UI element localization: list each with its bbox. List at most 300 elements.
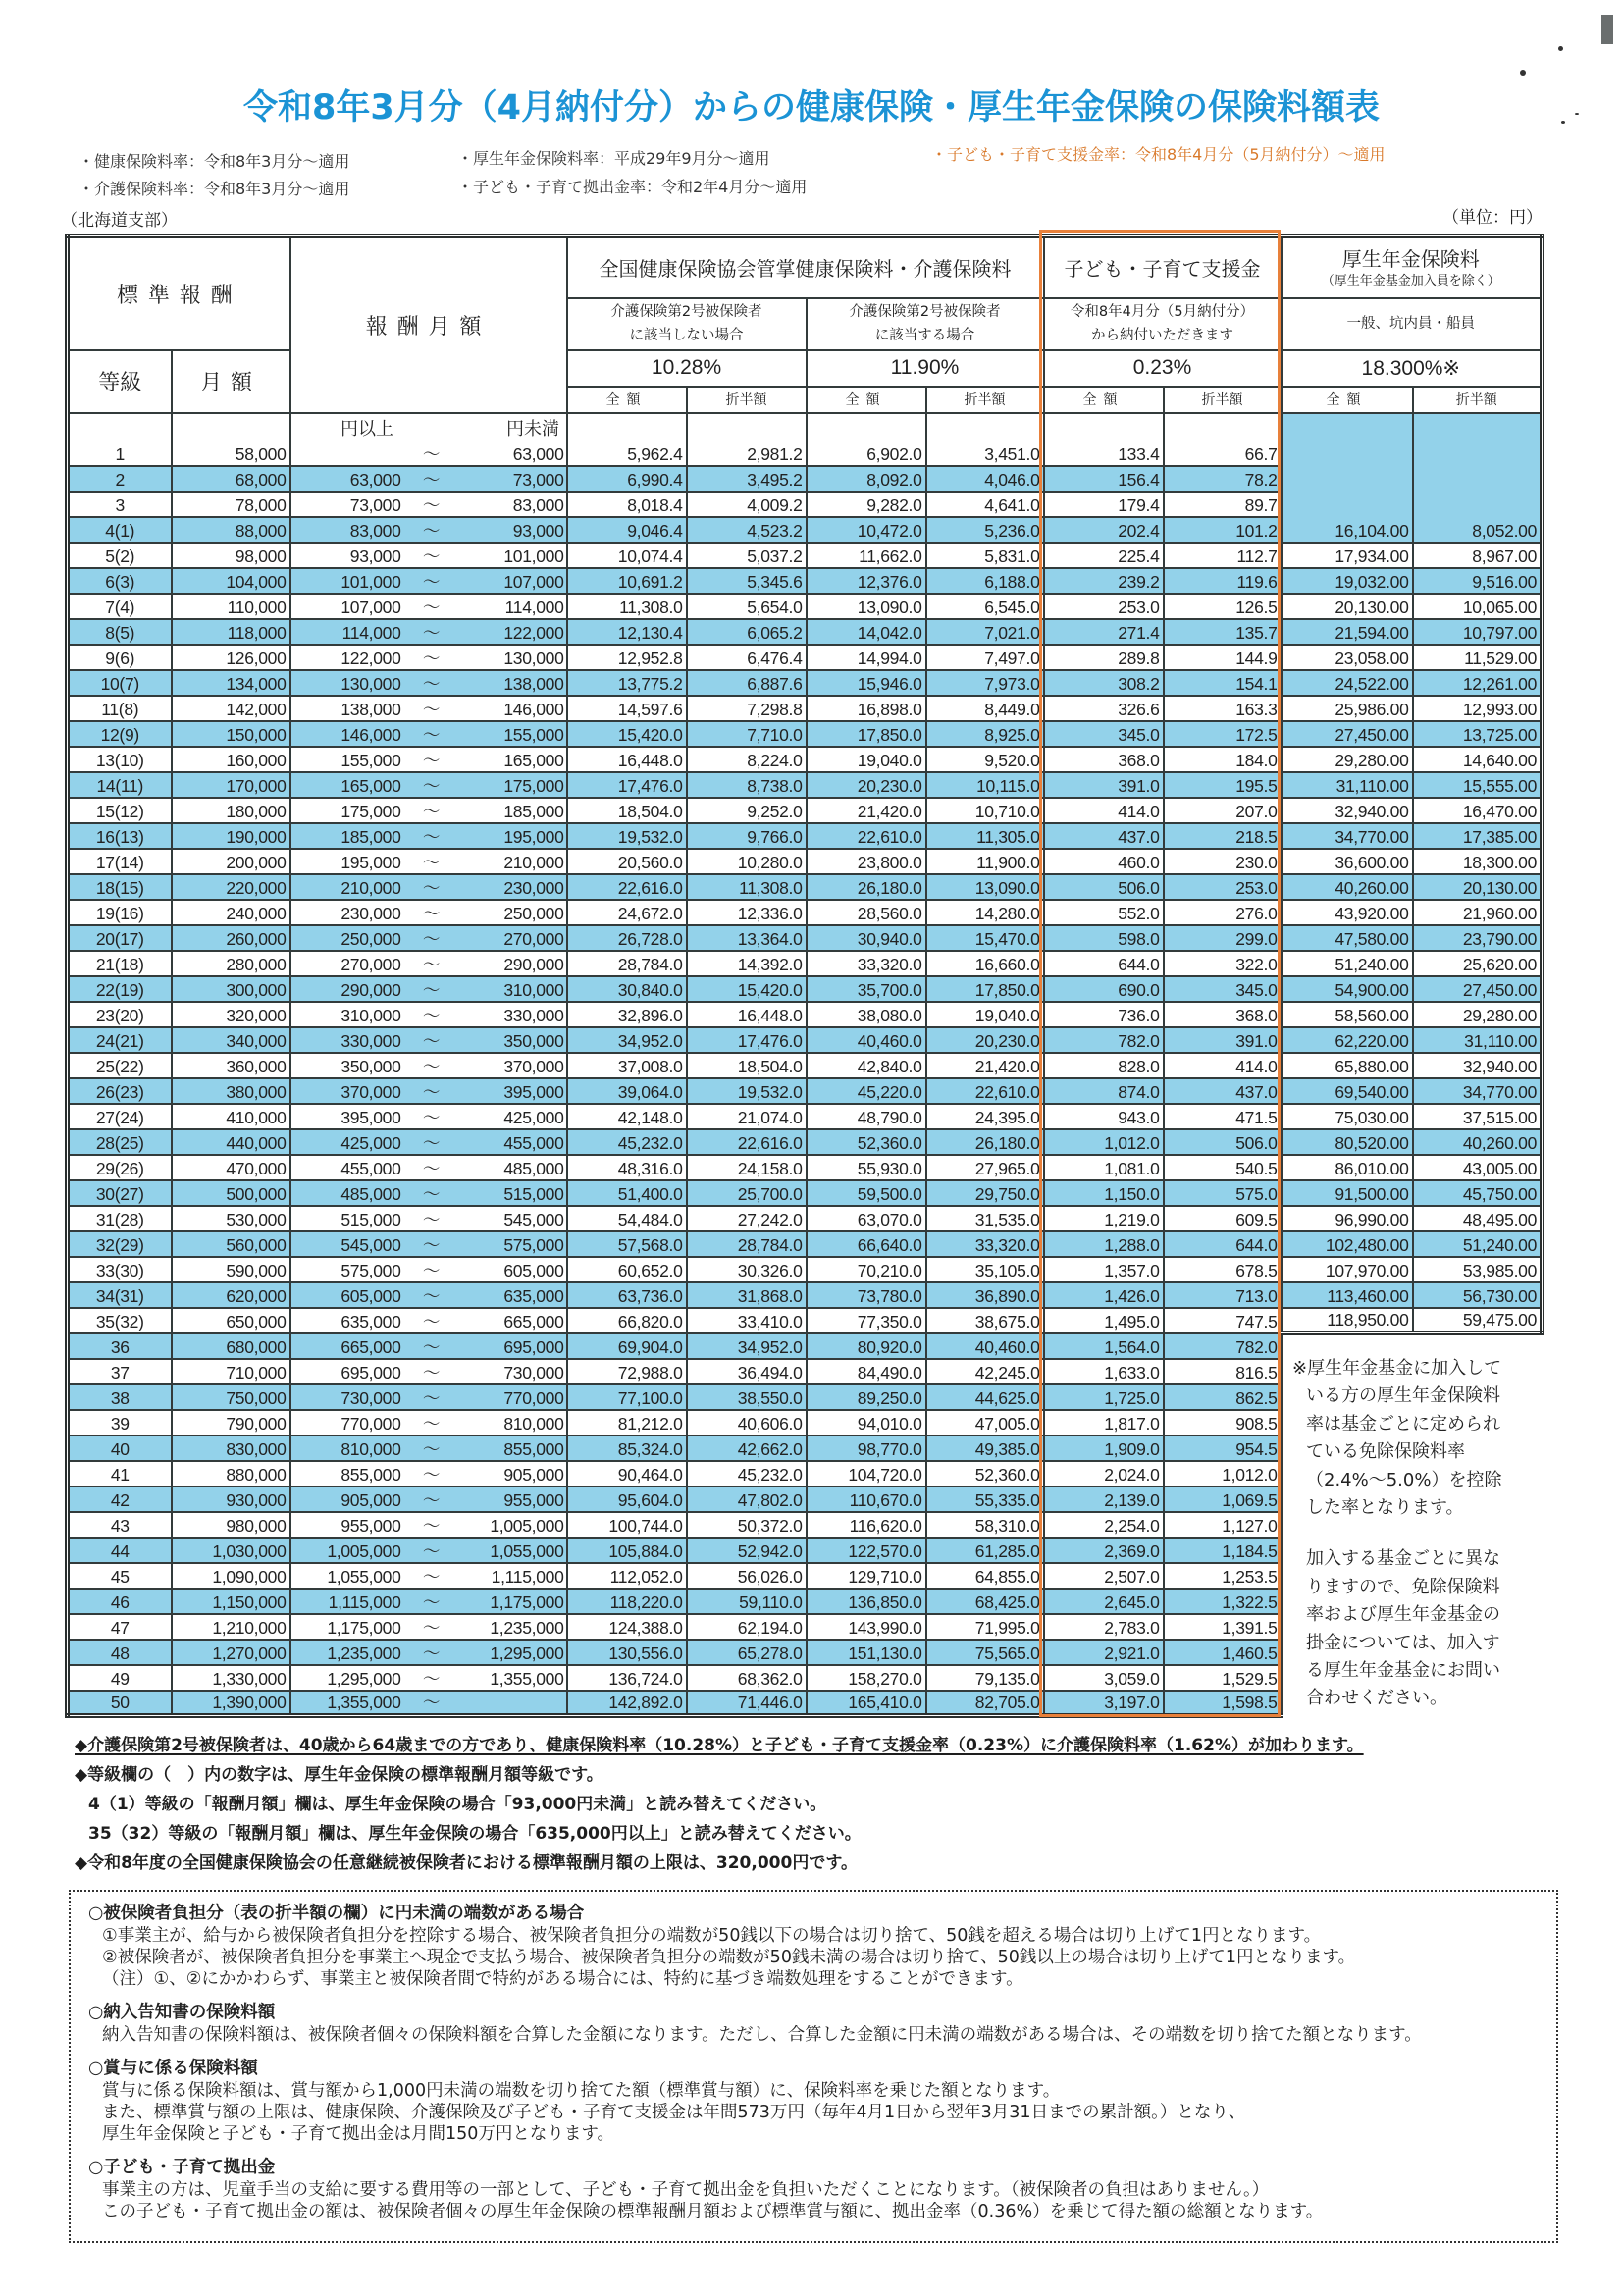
child-full-cell: 1,495.0 (1044, 1308, 1164, 1333)
range-to: 195,000 (503, 826, 564, 847)
range-to: 665,000 (503, 1311, 564, 1331)
health-half-cell: 47,802.0 (687, 1487, 807, 1512)
kaigo-full-cell: 59,500.0 (807, 1180, 926, 1206)
range-from: 210,000 (340, 877, 401, 898)
health-half-cell: 19,532.0 (687, 1078, 807, 1104)
kaigo-half-cell: 6,188.0 (926, 568, 1044, 594)
pension-full-cell: 62,220.00 (1282, 1027, 1413, 1053)
child-half-cell: 862.5 (1164, 1384, 1282, 1410)
child-full-cell: 225.4 (1044, 543, 1164, 568)
kaigo-full-cell: 40,460.0 (807, 1027, 926, 1053)
range-from: 122,000 (340, 648, 401, 668)
child-half-cell: 1,529.5 (1164, 1665, 1282, 1691)
range-separator: ～ (422, 1030, 441, 1051)
range-separator: ～ (422, 1311, 441, 1331)
health-half-cell: 62,194.0 (687, 1614, 807, 1640)
fund-note-line: 率は基金ごとに定められ (1306, 1413, 1500, 1435)
table-row (68, 1155, 1543, 1180)
range-from: 810,000 (340, 1438, 401, 1459)
kaigo-half-cell: 42,245.0 (926, 1359, 1044, 1384)
kaigo-half-cell: 38,675.0 (926, 1308, 1044, 1333)
table-row (68, 696, 1543, 721)
remuneration-range-cell (290, 772, 567, 798)
standard-monthly-cell: 440,000 (172, 1129, 290, 1155)
pension-full-cell: 25,986.00 (1282, 696, 1413, 721)
range-separator: ～ (422, 444, 441, 464)
health-full-cell: 28,784.0 (567, 951, 687, 976)
kaigo-half-cell: 29,750.0 (926, 1180, 1044, 1206)
standard-monthly-cell: 590,000 (172, 1257, 290, 1282)
remuneration-range-cell (290, 747, 567, 772)
remuneration-range-cell (290, 670, 567, 696)
child-half-cell: 101.2 (1164, 517, 1282, 543)
col-child-full: 全額 (1044, 387, 1164, 413)
child-half-cell: 144.9 (1164, 645, 1282, 670)
child-half-cell: 230.0 (1164, 849, 1282, 874)
kaigo-half-cell: 13,090.0 (926, 874, 1044, 900)
grade-cell: 9(6) (68, 645, 172, 670)
range-from: 395,000 (340, 1107, 401, 1127)
health-full-cell: 37,008.0 (567, 1053, 687, 1078)
health-full-cell: 66,820.0 (567, 1308, 687, 1333)
kaigo-half-cell: 7,021.0 (926, 619, 1044, 645)
kaigo-full-cell: 70,210.0 (807, 1257, 926, 1282)
standard-monthly-cell: 980,000 (172, 1512, 290, 1538)
header-standard-remuneration: 標準報酬 (68, 236, 290, 350)
health-half-cell: 6,065.2 (687, 619, 807, 645)
child-half-cell: 954.5 (1164, 1435, 1282, 1461)
standard-monthly-cell: 1,210,000 (172, 1614, 290, 1640)
table-row (68, 747, 1543, 772)
standard-monthly-cell: 260,000 (172, 925, 290, 951)
kaigo-half-cell: 47,005.0 (926, 1410, 1044, 1435)
header-grade: 等級 (68, 350, 172, 413)
range-from: 230,000 (340, 903, 401, 923)
range-to: 310,000 (503, 979, 564, 1000)
child-half-cell: 126.5 (1164, 594, 1282, 619)
remuneration-range-cell (290, 1461, 567, 1487)
health-half-cell: 9,766.0 (687, 823, 807, 849)
range-to: 485,000 (503, 1158, 564, 1178)
pension-half-cell: 9,516.00 (1413, 568, 1543, 594)
range-to: 1,235,000 (490, 1617, 564, 1638)
child-full-cell: 326.6 (1044, 696, 1164, 721)
range-separator: ～ (422, 801, 441, 821)
remuneration-range-cell (290, 466, 567, 492)
child-half-cell: 78.2 (1164, 466, 1282, 492)
header-row-3 (68, 350, 1543, 387)
range-to: 138,000 (503, 673, 564, 694)
health-full-cell: 130,556.0 (567, 1640, 687, 1665)
pension-full-cell: 47,580.00 (1282, 925, 1413, 951)
remuneration-range-cell (290, 1206, 567, 1231)
range-from: 605,000 (340, 1285, 401, 1306)
remuneration-range-cell (290, 1384, 567, 1410)
header-non-kaigo (567, 298, 807, 350)
remarks-section-bonus (88, 2057, 1556, 2145)
health-full-cell: 63,736.0 (567, 1282, 687, 1308)
kaigo-full-cell: 12,376.0 (807, 568, 926, 594)
range-to: 290,000 (503, 954, 564, 974)
child-full-cell: 253.0 (1044, 594, 1164, 619)
col-kaigo-full: 全額 (807, 387, 926, 413)
child-half-cell: 816.5 (1164, 1359, 1282, 1384)
remuneration-range-cell (290, 925, 567, 951)
remuneration-range-cell (290, 543, 567, 568)
kaigo-full-cell: 42,840.0 (807, 1053, 926, 1078)
range-from: 270,000 (340, 954, 401, 974)
table-row (68, 517, 1543, 543)
grade-cell: 33(30) (68, 1257, 172, 1282)
kaigo-half-cell: 15,470.0 (926, 925, 1044, 951)
health-half-cell: 5,654.0 (687, 594, 807, 619)
range-to: 83,000 (512, 495, 564, 515)
health-full-cell: 39,064.0 (567, 1078, 687, 1104)
remarks-heading: ○納入告知書の保険料額 (88, 2003, 276, 2022)
range-from: 101,000 (340, 571, 401, 592)
range-separator: ～ (422, 1158, 441, 1178)
header-child-support-line1: 令和8年4月分（5月納付分） (1070, 304, 1255, 320)
grade-cell: 24(21) (68, 1027, 172, 1053)
range-to: 175,000 (503, 775, 564, 796)
fund-note-line: （2.4%～5.0%）を控除 (1306, 1469, 1502, 1490)
child-full-cell: 133.4 (1044, 413, 1164, 466)
table-row (68, 823, 1543, 849)
child-full-cell: 437.0 (1044, 823, 1164, 849)
health-half-cell: 52,942.0 (687, 1538, 807, 1563)
health-full-cell: 51,400.0 (567, 1180, 687, 1206)
pension-half-cell: 31,110.00 (1413, 1027, 1543, 1053)
kaigo-full-cell: 38,080.0 (807, 1002, 926, 1027)
health-full-cell: 72,988.0 (567, 1359, 687, 1384)
remarks-line: また、標準賞与額の上限は、健康保険、介護保険及び子ども・子育て支援金は年間573万円（毎年4月1日から翌年3月31日までの累計額。）となり、 (102, 2103, 1246, 2122)
range-separator: ～ (422, 1056, 441, 1076)
table-row (68, 1002, 1543, 1027)
health-half-cell: 4,523.2 (687, 517, 807, 543)
range-separator: ～ (422, 1668, 441, 1689)
fund-note-line: した率となります。 (1306, 1497, 1464, 1519)
range-separator: ～ (422, 546, 441, 566)
child-half-cell: 1,184.5 (1164, 1538, 1282, 1563)
pension-full-cell: 24,522.00 (1282, 670, 1413, 696)
scan-speck (1520, 70, 1526, 76)
range-from: 155,000 (340, 750, 401, 770)
kaigo-half-cell: 19,040.0 (926, 1002, 1044, 1027)
kaigo-half-cell: 33,320.0 (926, 1231, 1044, 1257)
range-from: 63,000 (349, 469, 401, 490)
health-half-cell: 16,448.0 (687, 1002, 807, 1027)
range-from: 165,000 (340, 775, 401, 796)
range-from: 455,000 (340, 1158, 401, 1178)
kaigo-full-cell: 22,610.0 (807, 823, 926, 849)
range-from: 425,000 (340, 1132, 401, 1153)
range-from: 370,000 (340, 1081, 401, 1102)
health-full-cell: 136,724.0 (567, 1665, 687, 1691)
table-row (68, 1104, 1543, 1129)
pension-fund-note (1292, 1355, 1501, 1713)
standard-monthly-cell: 180,000 (172, 798, 290, 823)
pension-half-cell: 10,065.00 (1413, 594, 1543, 619)
health-half-cell: 25,700.0 (687, 1180, 807, 1206)
health-full-cell: 12,952.8 (567, 645, 687, 670)
kaigo-full-cell: 110,670.0 (807, 1487, 926, 1512)
range-separator: ～ (422, 1413, 441, 1434)
health-half-cell: 14,392.0 (687, 951, 807, 976)
remuneration-range-cell (290, 1563, 567, 1589)
grade-cell: 2 (68, 466, 172, 492)
footnotes (75, 1731, 1364, 1878)
header-child-support: 子ども・子育て支援金 (1044, 236, 1282, 298)
health-full-cell: 15,420.0 (567, 721, 687, 747)
remuneration-range-cell (290, 1614, 567, 1640)
footnote-grade-parentheses: ◆等級欄の（ ）内の数字は、厚生年金保険の標準報酬月額等級です。 (75, 1765, 603, 1785)
remuneration-range-cell (290, 849, 567, 874)
range-from-label: 円以上 (340, 419, 393, 440)
health-full-cell: 81,212.0 (567, 1410, 687, 1435)
child-full-cell: 2,024.0 (1044, 1461, 1164, 1487)
range-from: 130,000 (340, 673, 401, 694)
child-half-cell: 1,012.0 (1164, 1461, 1282, 1487)
kaigo-half-cell: 71,995.0 (926, 1614, 1044, 1640)
child-half-cell: 112.7 (1164, 543, 1282, 568)
remuneration-range-cell (290, 1053, 567, 1078)
standard-monthly-cell: 58,000 (172, 413, 290, 466)
health-half-cell: 8,738.0 (687, 772, 807, 798)
range-separator: ～ (422, 1438, 441, 1459)
remuneration-range-cell (290, 1512, 567, 1538)
child-full-cell: 552.0 (1044, 900, 1164, 925)
footnote-grade-4: 4（1）等級の「報酬月額」欄は、厚生年金保険の場合「93,000円未満」と読み替えてください。 (88, 1795, 827, 1814)
remarks-line: 納入告知書の保険料額は、被保険者個々の保険料額を合算した金額になります。ただし、合算した金額に円未満の端数がある場合は、その端数を切り捨てた額となります。 (102, 2025, 1422, 2045)
rate-kaigo: 11.90% (807, 350, 1044, 387)
col-health-half: 折半額 (687, 387, 807, 413)
header-non-kaigo-line1: 介護保険第2号被保険者 (610, 304, 762, 320)
remuneration-range-cell (290, 1538, 567, 1563)
header-kaigo-line2: に該当する場合 (874, 328, 975, 343)
pension-half-cell: 12,261.00 (1413, 670, 1543, 696)
pension-half-cell: 51,240.00 (1413, 1231, 1543, 1257)
health-full-cell: 124,388.0 (567, 1614, 687, 1640)
remarks-heading: ○被保険者負担分（表の折半額の欄）に円未満の端数がある場合 (88, 1904, 585, 1923)
child-full-cell: 690.0 (1044, 976, 1164, 1002)
child-full-cell: 1,012.0 (1044, 1129, 1164, 1155)
grade-cell: 47 (68, 1614, 172, 1640)
range-to: 101,000 (503, 546, 564, 566)
fund-note-line: る厚生年金基金にお問い (1306, 1660, 1500, 1682)
pension-half-cell: 29,280.00 (1413, 1002, 1543, 1027)
range-to: 810,000 (503, 1413, 564, 1434)
range-to: 1,355,000 (490, 1668, 564, 1689)
health-full-cell: 13,775.2 (567, 670, 687, 696)
range-from: 515,000 (340, 1209, 401, 1229)
kaigo-full-cell: 8,092.0 (807, 466, 926, 492)
health-half-cell: 38,550.0 (687, 1384, 807, 1410)
child-full-cell: 1,909.0 (1044, 1435, 1164, 1461)
range-separator: ～ (422, 1362, 441, 1383)
range-to: 165,000 (503, 750, 564, 770)
kaigo-half-cell: 5,831.0 (926, 543, 1044, 568)
grade-cell: 45 (68, 1563, 172, 1589)
grade-cell: 7(4) (68, 594, 172, 619)
health-half-cell: 50,372.0 (687, 1512, 807, 1538)
grade-cell: 49 (68, 1665, 172, 1691)
table-row (68, 568, 1543, 594)
pension-full-cell: 96,990.00 (1282, 1206, 1413, 1231)
health-rate-note: ・健康保険料率：令和8年3月分～適用 (79, 152, 350, 171)
kaigo-full-cell: 14,994.0 (807, 645, 926, 670)
child-half-cell: 218.5 (1164, 823, 1282, 849)
child-full-cell: 1,633.0 (1044, 1359, 1164, 1384)
kaigo-full-cell: 26,180.0 (807, 874, 926, 900)
fund-note-line: 掛金については、加入す (1306, 1632, 1500, 1653)
range-to: 905,000 (503, 1464, 564, 1485)
health-full-cell: 6,990.4 (567, 466, 687, 492)
grade-cell: 40 (68, 1435, 172, 1461)
pension-full-cell: 19,032.00 (1282, 568, 1413, 594)
kaigo-half-cell: 10,710.0 (926, 798, 1044, 823)
range-from: 250,000 (340, 928, 401, 949)
remarks-line: ②被保険者が、被保険者負担分を事業主へ現金で支払う場合、被保険者負担分の端数が50銭未満の場合は切り捨て、50銭以上の場合は切り上げて1円となります。 (102, 1948, 1356, 1967)
range-separator: ～ (422, 1566, 441, 1587)
range-to: 63,000 (512, 444, 564, 464)
table-row (68, 1129, 1543, 1155)
range-separator: ～ (422, 724, 441, 745)
child-half-cell: 437.0 (1164, 1078, 1282, 1104)
standard-monthly-cell: 560,000 (172, 1231, 290, 1257)
range-to: 370,000 (503, 1056, 564, 1076)
kaigo-half-cell: 7,497.0 (926, 645, 1044, 670)
health-full-cell: 54,484.0 (567, 1206, 687, 1231)
grade-cell: 38 (68, 1384, 172, 1410)
range-separator: ～ (422, 852, 441, 872)
grade-cell: 8(5) (68, 619, 172, 645)
health-half-cell: 11,308.0 (687, 874, 807, 900)
child-half-cell: 1,391.5 (1164, 1614, 1282, 1640)
child-full-cell: 782.0 (1044, 1027, 1164, 1053)
pension-full-cell: 51,240.00 (1282, 951, 1413, 976)
health-half-cell: 24,158.0 (687, 1155, 807, 1180)
pension-half-cell: 20,130.00 (1413, 874, 1543, 900)
remarks-line: 賞与に係る保険料額は、賞与額から1,000円未満の端数を切り捨てた額（標準賞与額）に、保険料率を乗じた額となります。 (102, 2081, 1061, 2101)
pension-half-cell: 17,385.00 (1413, 823, 1543, 849)
range-to: 395,000 (503, 1081, 564, 1102)
pension-full-cell: 17,934.00 (1282, 543, 1413, 568)
health-half-cell: 3,495.2 (687, 466, 807, 492)
pension-rate-note: ・厚生年金保険料率：平成29年9月分～適用 (457, 149, 770, 168)
health-full-cell: 8,018.4 (567, 492, 687, 517)
child-half-cell: 1,253.5 (1164, 1563, 1282, 1589)
health-half-cell: 30,326.0 (687, 1257, 807, 1282)
footnote-grade-35: 35（32）等級の「報酬月額」欄は、厚生年金保険の場合「635,000円以上」と読み替えてください。 (88, 1824, 862, 1844)
remuneration-range-cell (290, 874, 567, 900)
standard-monthly-cell: 530,000 (172, 1206, 290, 1231)
pension-full-cell: 80,520.00 (1282, 1129, 1413, 1155)
pension-full-cell (1282, 466, 1413, 492)
standard-monthly-cell: 150,000 (172, 721, 290, 747)
kaigo-half-cell: 11,900.0 (926, 849, 1044, 874)
range-from: 1,115,000 (328, 1592, 401, 1612)
kaigo-half-cell: 58,310.0 (926, 1512, 1044, 1538)
kaigo-full-cell: 6,902.0 (807, 413, 926, 466)
col-child-half: 折半額 (1164, 387, 1282, 413)
standard-monthly-cell: 126,000 (172, 645, 290, 670)
standard-monthly-cell: 320,000 (172, 1002, 290, 1027)
fund-note-line: 加入する基金ごとに異な (1306, 1548, 1500, 1570)
pension-full-cell: 43,920.00 (1282, 900, 1413, 925)
kaigo-half-cell: 4,641.0 (926, 492, 1044, 517)
col-pension-half: 折半額 (1413, 387, 1543, 413)
child-half-cell: 195.5 (1164, 772, 1282, 798)
grade-cell: 46 (68, 1589, 172, 1614)
child-full-cell: 156.4 (1044, 466, 1164, 492)
health-full-cell: 85,324.0 (567, 1435, 687, 1461)
header-kaigo (807, 298, 1044, 350)
grade-cell: 12(9) (68, 721, 172, 747)
kaigo-full-cell: 19,040.0 (807, 747, 926, 772)
kaigo-half-cell: 7,973.0 (926, 670, 1044, 696)
health-half-cell: 28,784.0 (687, 1231, 807, 1257)
table-row (68, 594, 1543, 619)
kaigo-half-cell: 44,625.0 (926, 1384, 1044, 1410)
table-row (68, 1231, 1543, 1257)
range-separator: ～ (422, 1387, 441, 1408)
remuneration-range-cell (290, 1231, 567, 1257)
pension-half-cell: 23,790.00 (1413, 925, 1543, 951)
range-from: 185,000 (340, 826, 401, 847)
range-from: 195,000 (340, 852, 401, 872)
pension-half-cell: 8,967.00 (1413, 543, 1543, 568)
kaigo-full-cell: 11,662.0 (807, 543, 926, 568)
range-from: 855,000 (340, 1464, 401, 1485)
range-from: 635,000 (340, 1311, 401, 1331)
health-full-cell: 19,532.0 (567, 823, 687, 849)
page-title: 令和8年3月分（4月納付分）からの健康保険・厚生年金保険の保険料額表 (242, 88, 1381, 128)
standard-monthly-cell: 1,030,000 (172, 1538, 290, 1563)
grade-cell: 16(13) (68, 823, 172, 849)
child-full-cell: 943.0 (1044, 1104, 1164, 1129)
standard-monthly-cell: 790,000 (172, 1410, 290, 1435)
grade-cell: 27(24) (68, 1104, 172, 1129)
health-full-cell: 18,504.0 (567, 798, 687, 823)
health-half-cell: 5,037.2 (687, 543, 807, 568)
pension-full-cell: 58,560.00 (1282, 1002, 1413, 1027)
standard-monthly-cell: 1,090,000 (172, 1563, 290, 1589)
kaigo-half-cell: 40,460.0 (926, 1333, 1044, 1359)
child-full-cell: 202.4 (1044, 517, 1164, 543)
range-from: 310,000 (340, 1005, 401, 1025)
child-full-cell: 414.0 (1044, 798, 1164, 823)
grade-cell: 18(15) (68, 874, 172, 900)
health-full-cell: 22,616.0 (567, 874, 687, 900)
health-full-cell: 112,052.0 (567, 1563, 687, 1589)
standard-monthly-cell: 280,000 (172, 951, 290, 976)
range-from: 350,000 (340, 1056, 401, 1076)
standard-monthly-cell: 98,000 (172, 543, 290, 568)
child-full-cell: 1,725.0 (1044, 1384, 1164, 1410)
kaigo-full-cell: 129,710.0 (807, 1563, 926, 1589)
fund-note-line: いる方の厚生年金保険料 (1306, 1385, 1500, 1407)
pension-half-cell: 37,515.00 (1413, 1104, 1543, 1129)
kaigo-full-cell: 151,130.0 (807, 1640, 926, 1665)
grade-cell: 14(11) (68, 772, 172, 798)
kaigo-full-cell: 13,090.0 (807, 594, 926, 619)
table-row (68, 900, 1543, 925)
range-separator: ～ (422, 954, 441, 974)
grade-cell: 19(16) (68, 900, 172, 925)
range-from: 770,000 (340, 1413, 401, 1434)
kaigo-half-cell: 75,565.0 (926, 1640, 1044, 1665)
kaigo-full-cell: 52,360.0 (807, 1129, 926, 1155)
